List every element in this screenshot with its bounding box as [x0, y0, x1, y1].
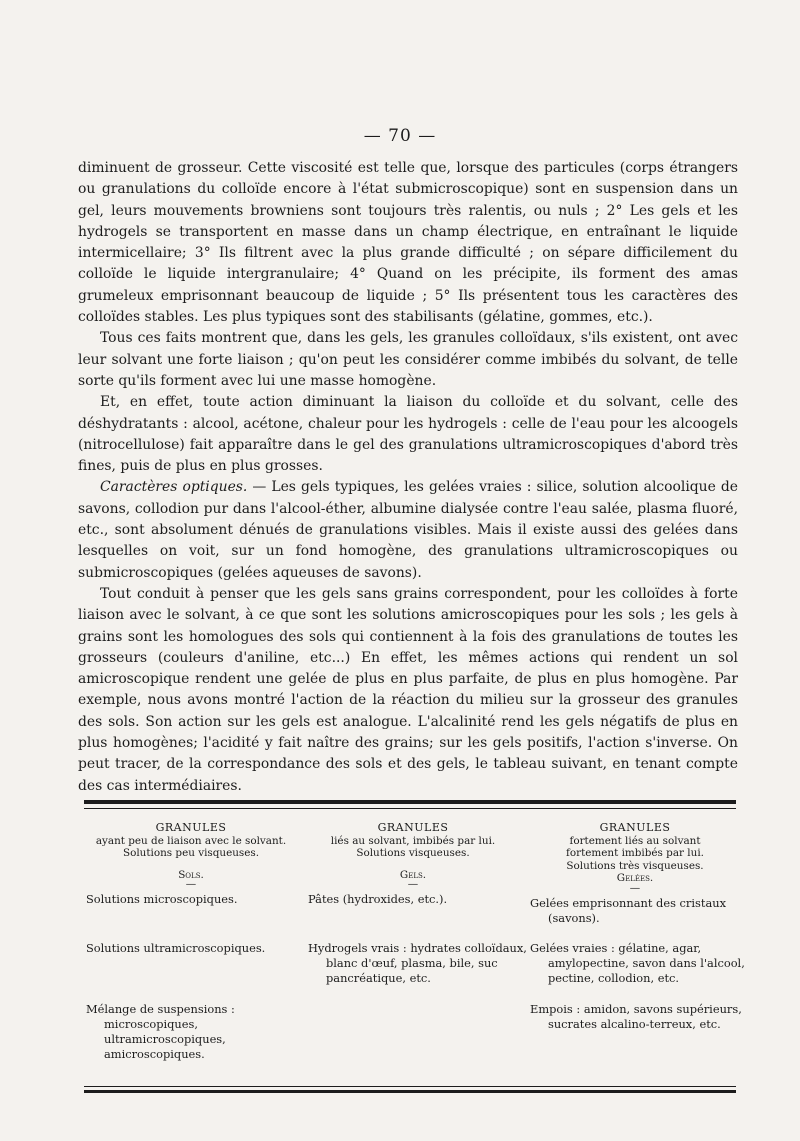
italic-lead: Caractères optiques. — [100, 479, 248, 496]
column-header — [530, 821, 740, 894]
column-dash: — — [629, 881, 641, 894]
paragraph: diminuent de grosseur. Cette viscosité est telle que, lorsque des particules (corps étrangers ou granulations du colloïde encore à l'état submicroscopique) sont en suspension dans un gel, leurs mouvements browniens sont toujours très ralentis, ou nuls ; 2° Les gels et les hydrogels se transportent en masse dans un champ électrique, en entraînant le liquide intermicellaire; 3° Ils filtrent avec la plus grande difficulté ; on sépare difficilement du colloïde le liquide intergranulaire; 4° Quand on les précipite, ils forment des amas grumeleux emprisonnant beaucoup de liquide ; 5° Ils présentent tous les caractères des colloïdes stables. Les plus typiques sont des stabilisants (gélatine, gommes, etc.). — [78, 160, 738, 326]
column-kind: Gelées. — [616, 872, 654, 884]
table-cell: Hydrogels vrais : hydrates colloïdaux, blanc d'œuf, plasma, bile, suc pancréatique, etc. — [308, 941, 527, 985]
column-kind: Gels. — [399, 868, 427, 881]
table-column-gelees — [530, 821, 745, 1031]
table-top-rule-thick — [84, 800, 736, 804]
table-bottom-rule-thin — [84, 1086, 736, 1087]
body-text — [78, 158, 738, 797]
table-cell: Empois : amidon, savons supérieurs, sucrates alcalino-terreux, etc. — [530, 1002, 742, 1031]
column-desc: ayant peu de liaison avec le solvant. — [95, 834, 287, 847]
column-title: GRANULES — [377, 821, 449, 834]
page-number: — 70 — — [363, 126, 437, 146]
column-dash: — — [407, 878, 419, 890]
column-title: GRANULES — [155, 821, 227, 834]
paragraph: Tous ces faits montrent que, dans les gels, les granules colloïdaux, s'ils existent, ont avec leur solvant une forte liaison ; qu'on peut les considérer comme imbibés du solvant, de telle sorte qu'ils forment avec lui une masse homogène. — [78, 330, 738, 389]
column-desc: fortement liés au solvant — [569, 834, 701, 847]
column-dash: — — [185, 878, 197, 890]
column-desc: Solutions peu visqueuses. — [122, 847, 260, 859]
table-bottom-rule-thick — [84, 1090, 736, 1093]
table-column-sols — [86, 821, 296, 1061]
table-cell: Mélange de suspensions : microscopiques, ultramicroscopiques, amicroscopiques. — [86, 1002, 235, 1061]
column-desc: liés au solvant, imbibés par lui. — [330, 834, 496, 847]
column-header — [308, 821, 518, 890]
column-title: GRANULES — [599, 821, 671, 834]
table-cell: Gelées emprisonnant des cristaux (savons). — [530, 896, 726, 925]
column-desc: Solutions visqueuses. — [356, 847, 470, 859]
table-cell: Solutions ultramicroscopiques. — [86, 941, 266, 955]
column-kind: Sols. — [178, 868, 204, 881]
column-desc: Solutions très visqueuses. — [566, 859, 704, 872]
table-cell: Solutions microscopiques. — [86, 892, 238, 906]
table-cell: Pâtes (hydroxides, etc.). — [308, 892, 448, 906]
column-desc: fortement imbibés par lui. — [566, 847, 704, 859]
paragraph-text: — Les gels typiques, les gelées vraies : silice, solution alcoolique de savons, collodion pur dans l'alcool-éther, albumine dialysée contre l'eau salée, plasma fluoré, etc., sont absolument dénués de granulations visibles. Mais il existe aussi des gelées dans lesquelles on voit, sur un fond homogène, des granulations ultramicroscopiques ou submicroscopiques (gelées aqueuses de savons). — [78, 479, 738, 581]
paragraph: Et, en effet, toute action diminuant la liaison du colloïde et du solvant, celle des déshydratants : alcool, acétone, chaleur pour les hydrogels : celle de l'eau pour les alcoogels (nitrocellulose) fait apparaître dans le gel des granulations ultramicroscopiques d'abord très fines, puis de plus en plus grosses. — [78, 394, 738, 475]
table-cell: Gelées vraies : gélatine, agar, amylopectine, savon dans l'alcool, pectine, collodion, etc. — [530, 941, 745, 985]
paragraph — [78, 477, 738, 583]
column-header — [86, 821, 296, 890]
table-column-gels — [308, 821, 527, 985]
paragraph: Tout conduit à penser que les gels sans grains correspondent, pour les colloïdes à forte liaison avec le solvant, à ce que sont les solutions amicroscopiques pour les sols ; les gels à grains sont les homologues des sols qui contiennent à la fois des granulations de toutes les grosseurs (couleurs d'aniline, etc...) En effet, les mêmes actions qui rendent un sol amicroscopique rendent une gelée de plus en plus parfaite, de plus en plus homogène. Par exemple, nous avons montré l'action de la réaction du milieu sur la grosseur des granules des sols. Son action sur les gels est analogue. L'alcalinité rend les gels négatifs de plus en plus homogènes; l'acidité y fait naître des grains; sur les gels positifs, l'action s'inverse. On peut tracer, de la correspondance des sols et des gels, le tableau suivant, en tenant compte des cas intermédiaires. — [78, 585, 738, 794]
table-top-rule-thin — [84, 808, 736, 809]
